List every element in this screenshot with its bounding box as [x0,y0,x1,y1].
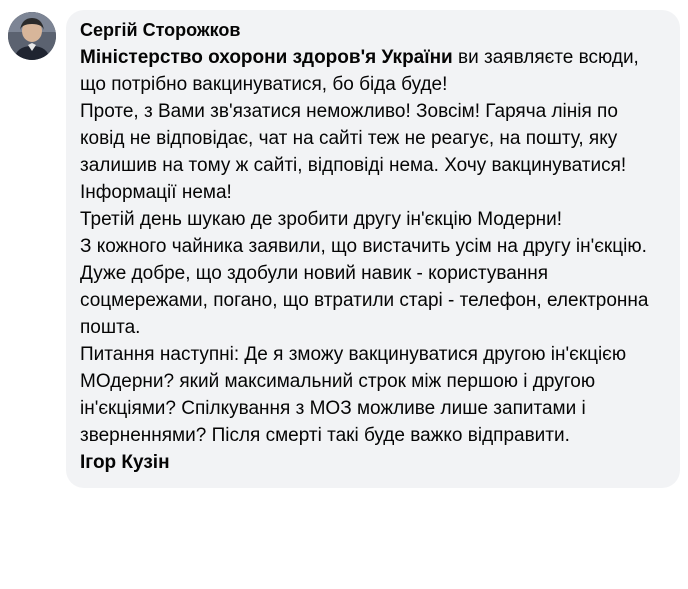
ministry-mention[interactable]: Міністерство охорони здоров'я України [80,47,453,68]
user-avatar-photo-icon [8,12,56,60]
comment-bubble [66,10,680,488]
comment-paragraph-2: Проте, з Вами зв'язатися неможливо! Зовсім! Гаряча лінія по ковід не відповідає, чат на сайті теж не реагує, на пошту, яку залишив на тому ж сайті, відповіді нема. Хочу вакцинуватися! Інформації нема! [80,101,627,203]
comment-paragraph-4: З кожного чайника заявили, що вистачить усім на другу ін'єкцію. [80,236,647,257]
comment-paragraph-3: Третій день шукаю де зробити другу ін'єкцію Модерни! [80,209,563,230]
comment-paragraph-6: Питання наступні: Де я зможу вакцинуватися другою ін'єкцією МОдерни? який максимальний строк між першою і другою ін'єкціями? Спілкування з МОЗ можливе лише запитами і зверненнями? Після смерті такі буде важко відправити. [80,344,627,446]
comment-paragraph-5: Дуже добре, що здобули новий навик - користування соцмережами, погано, що втратили старі - телефон, електронна пошта. [80,263,649,338]
comment-author-name[interactable]: Сергій Сторожков [80,20,241,40]
avatar-wrapper [8,10,56,60]
avatar[interactable] [8,12,56,60]
comment-signature: Ігор Кузін [80,452,170,473]
comment-paragraph-1-text: ви заявляєте всюди, що потрібно вакцинуватися, бо біда буде! [80,47,639,95]
comment-body [80,44,666,476]
comment-paragraph-1 [80,44,666,98]
